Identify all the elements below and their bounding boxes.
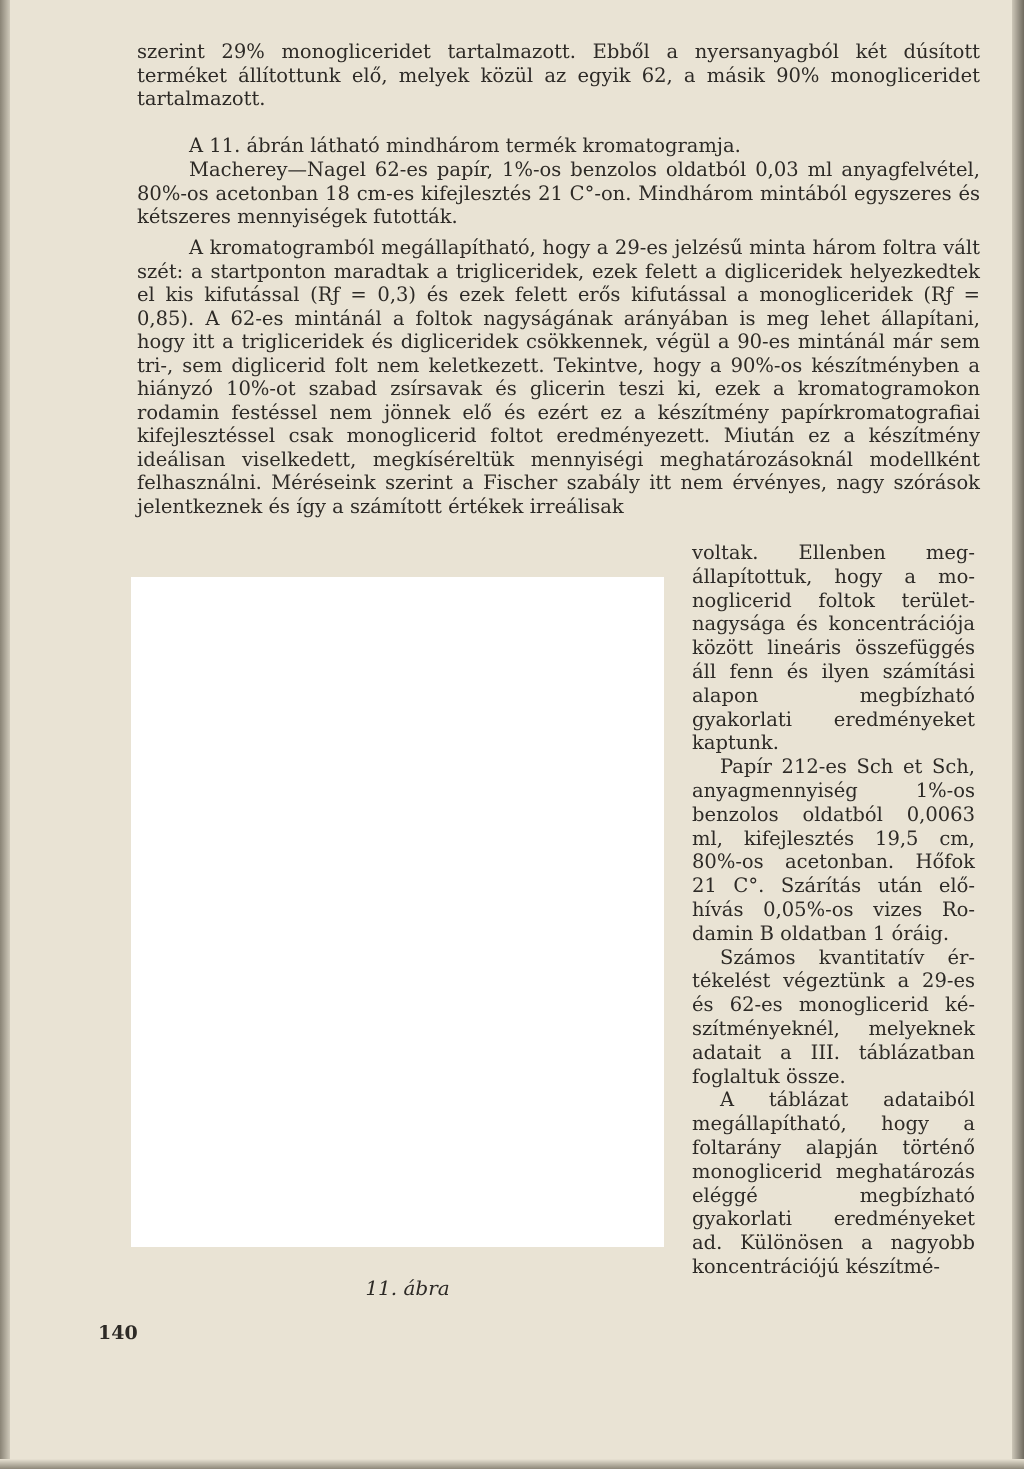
body-paragraph-2 [137, 134, 980, 158]
paragraph-text: szerint 29% monogliceridet tartalmazott. Ebből a nyersanyagból két dúsított terméket állítottunk elő, melyek közül az egyik 62, a másik 90% monogliceridet tartalmazott. [137, 40, 980, 110]
page-edge-bottom [0, 1459, 1024, 1469]
page-number: 140 [98, 1322, 138, 1344]
body-paragraph-3 [137, 158, 980, 229]
body-paragraph-4 [137, 236, 980, 518]
side-paragraph-2: Papír 212-es Sch et Sch, anyagmennyiség 1%-os benzolos oldatból 0,0063 ml, kifejlesztés 19,5 cm, 80%-os acetonban. Hőfok 21 C°. Szárítás után előhívás 0,05%-os vizes Rodamin B oldatban 1 óráig. [692, 755, 975, 945]
paragraph-text: A kromatogramból megállapítható, hogy a 29-es jelzésű minta három foltra vált szét: a startponton maradtak a trigliceridek, ezek felett a digliceridek helyezkedtek el kis kifutással (Rƒ = 0,3) és ezek felett erős kifutással a monogliceridek (Rƒ = 0,85). A 62-es mintánál a foltok nagyságának arányában is meg lehet állapítani, hogy itt a trigliceridek és digliceridek csökkennek, végül a 90-es mintánál már sem tri-, sem diglicerid folt nem keletkezett. Tekintve, hogy a 90%-os készítményben a hiányzó 10%-ot szabad zsírsavak és glicerin teszi ki, ezek a kromatogramokon rodamin festéssel nem jönnek elő és ezért ez a készítmény papírkromatografiai kifejlesztéssel csak monoglicerid foltot eredményezett. Miután ez a készítmény ideálisan viselkedett, megkíséreltük mennyiségi meghatározásoknál modellként felhasználni. Méréseink szerint a Fischer szabály itt nem érvényes, nagy szórások jelentkeznek és így a számított értékek irreálisak [137, 236, 980, 518]
side-paragraph-3: Számos kvantitatív értékelést végeztünk a 29-es és 62-es monoglicerid készítményeknél, melyeknek adatait a III. táblázatban foglaltuk össze. [692, 945, 975, 1088]
body-paragraph-1 [137, 40, 980, 111]
page-edge-left [0, 0, 10, 1469]
paragraph-text: A 11. ábrán látható mindhárom termék kromatogramja. [189, 134, 741, 157]
page-edge-right [1012, 0, 1024, 1469]
figure-11-chromatogram-image [131, 577, 664, 1247]
paragraph-text: Macherey—Nagel 62-es papír, 1%-os benzolos oldatból 0,03 ml anyagfelvétel, 80%-os acetonban 18 cm-es kifejlesztés 21 C°-on. Mindhárom mintából egyszeres és kétszeres mennyiségek futották. [137, 158, 980, 228]
figure-caption: 11. ábra [365, 1276, 450, 1300]
side-column [692, 541, 975, 1279]
side-paragraph-4: A táblázat adataiból megállapítható, hogy a foltarány alapján történő monoglicerid meghatározás eléggé megbízható gyakorlati eredményeket ad. Különösen a nagyobb koncentrációjú készítmé- [692, 1088, 975, 1278]
side-paragraph-1: voltak. Ellenben megállapítottuk, hogy a monoglicerid foltok területnagysága és koncentrációja között lineáris összefüggés áll fenn és ilyen számítási alapon megbízható gyakorlati eredményeket kaptunk. [692, 541, 975, 755]
